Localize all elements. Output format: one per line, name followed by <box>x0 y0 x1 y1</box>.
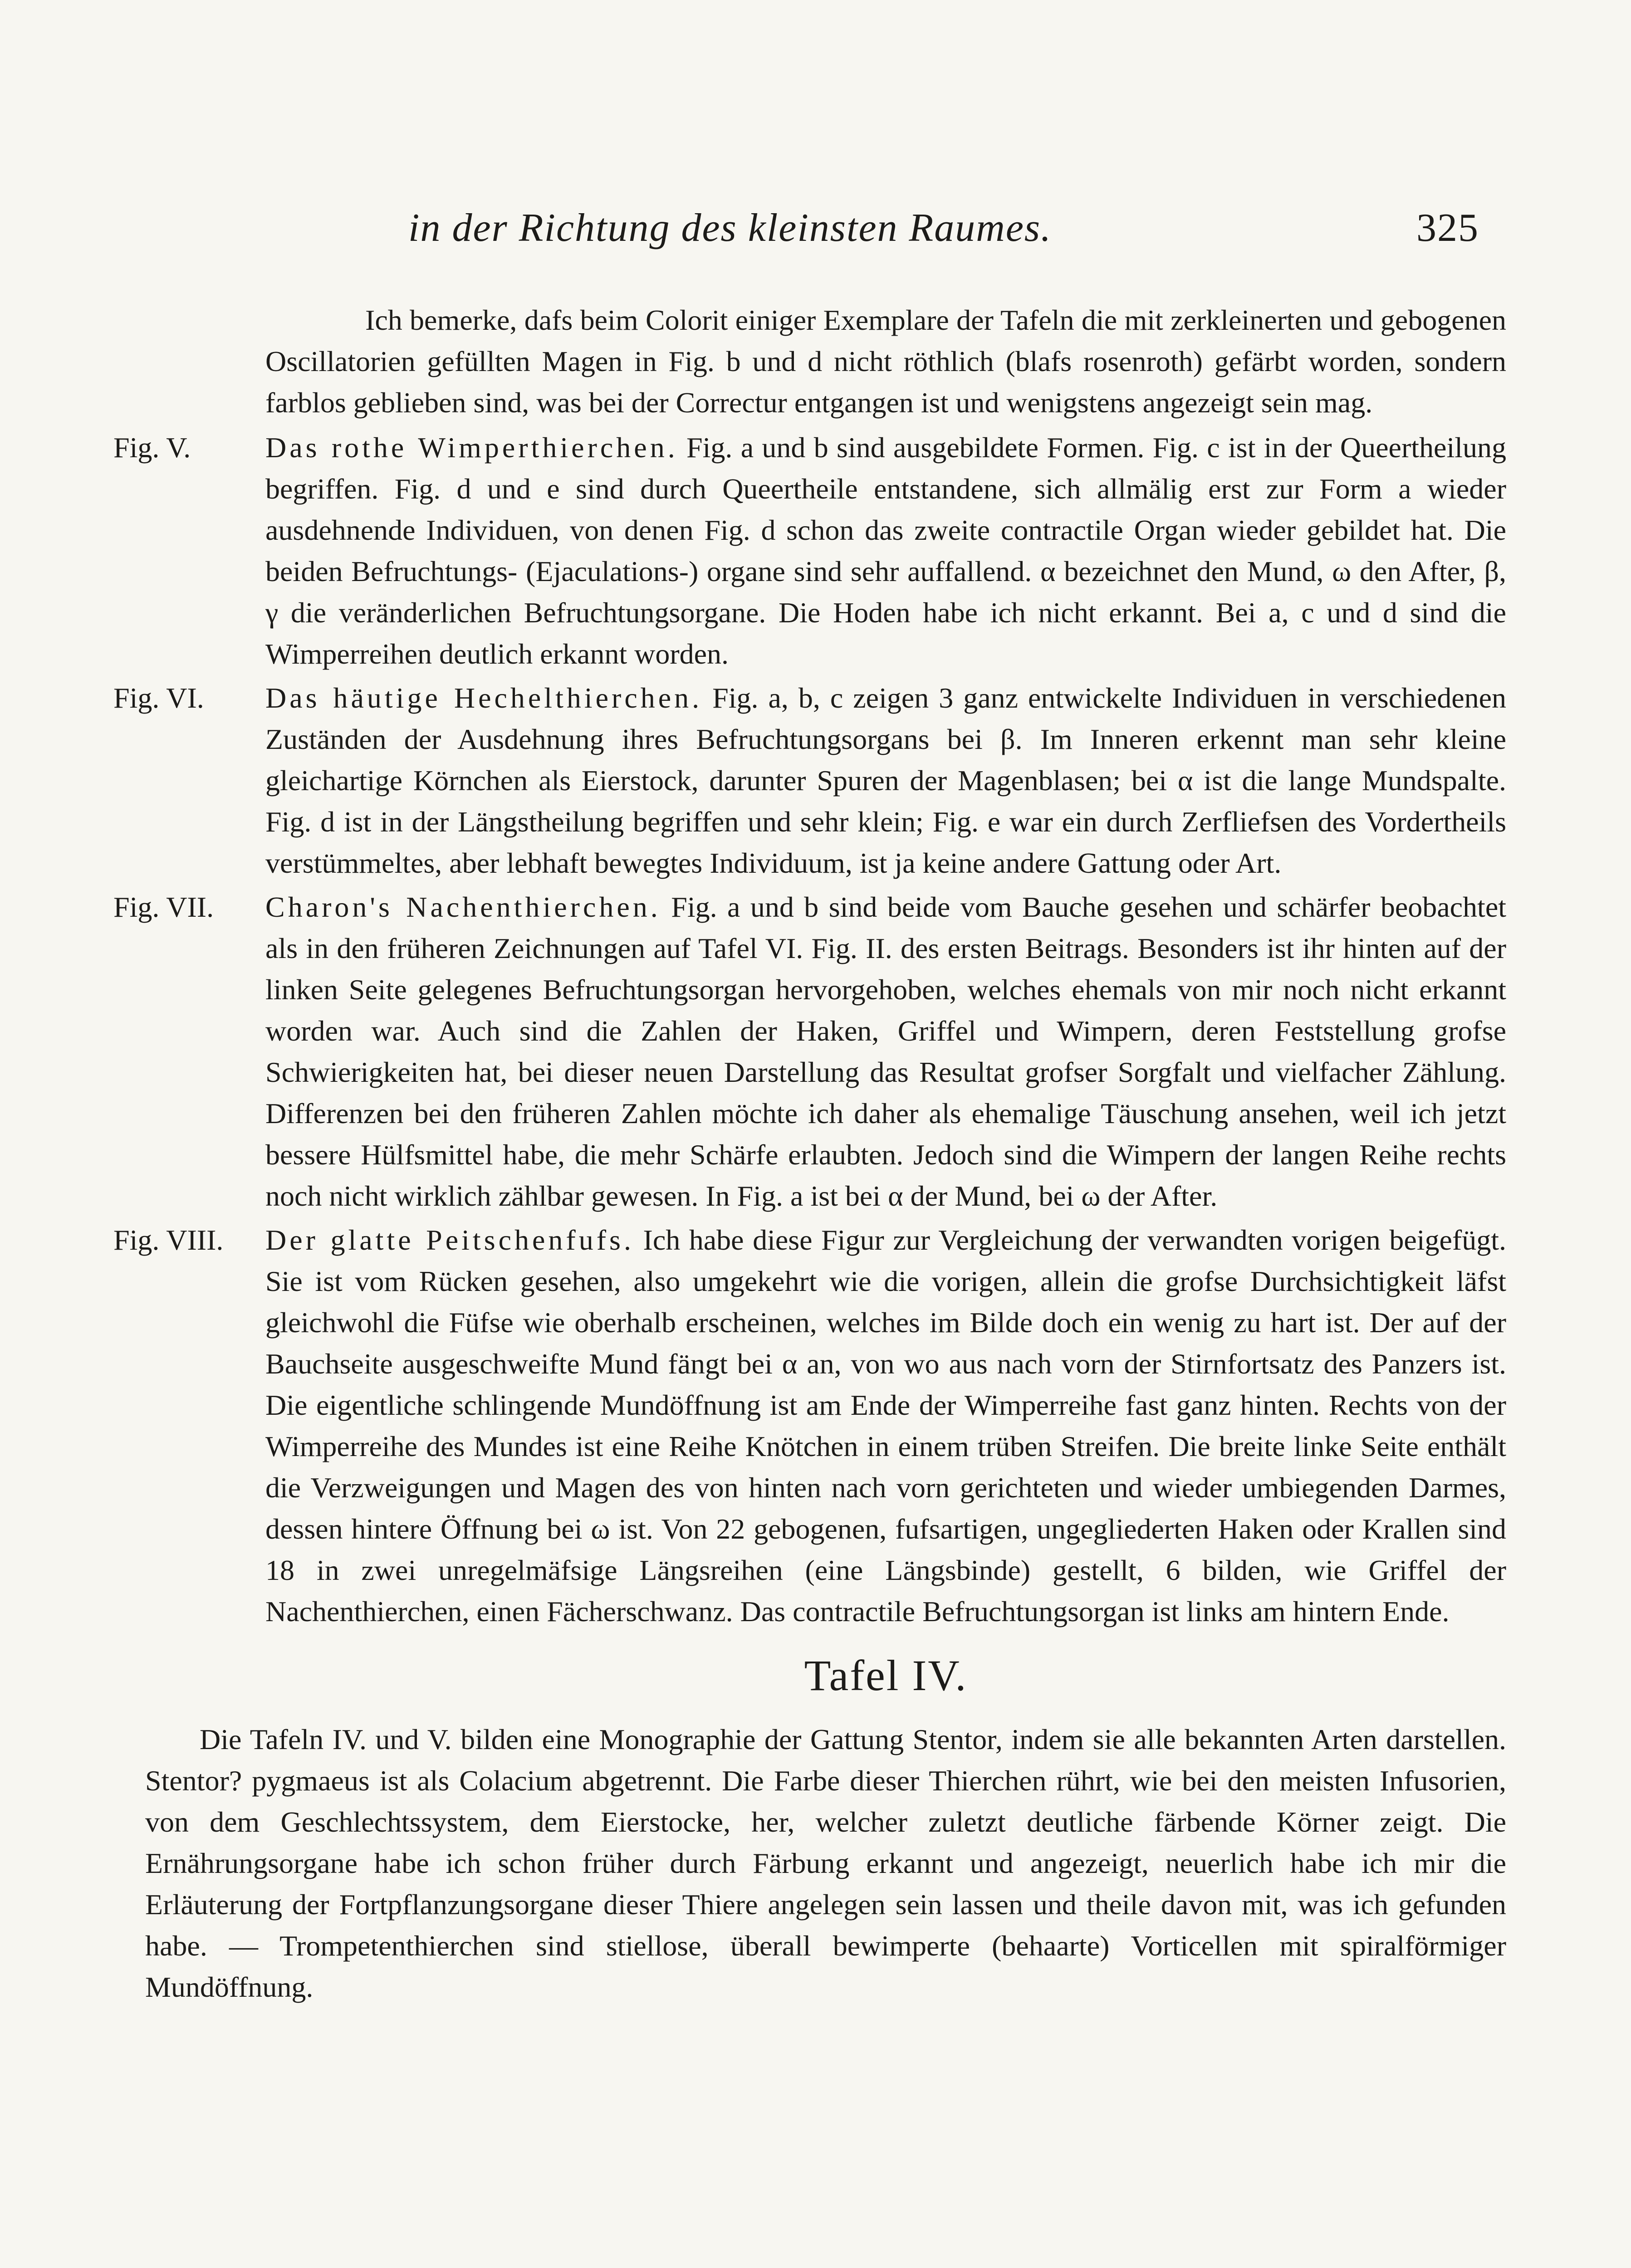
running-title: in der Richtung des kleinsten Raumes. <box>408 206 1052 250</box>
correction-note: Ich bemerke, dafs beim Colorit einiger Exemplare der Tafeln die mit zerkleinerten und gebogenen Oscillatorien gefüllten Magen in Fig. b und d nicht röthlich (blafs rosenroth) gefärbt worden, sondern farblos geblieben sind, was bei der Correctur entgangen ist und wenigstens angezeigt sein mag. <box>265 304 1506 419</box>
figure-label: Fig. VIII. <box>113 1224 224 1256</box>
species-name: Das rothe Wimperthierchen. <box>265 431 678 464</box>
plate-intro-paragraph: Die Tafeln IV. und V. bilden eine Monographie der Gattung Stentor, indem sie alle bekannten Arten darstellen. Stentor? pygmaeus ist als Colacium abgetrennt. Die Farbe dieser Thierchen rührt, wie bei den meisten Infusorien, von dem Geschlechtssystem, dem Eierstocke, her, welcher zuletzt deutliche färbende Körner zeigt. Die Ernährungsorgane habe ich schon früher durch Färbung erkannt und angezeigt, neuerlich habe ich mir die Erläuterung der Fortpflanzungsorgane dieser Thiere angelegen sein lassen und theile davon mit, was ich gefunden habe. — Trompetenthierchen sind stiellose, überall bewimperte (behaarte) Vorticellen mit spiralförmiger Mundöffnung. <box>145 1723 1506 2003</box>
figure-label: Fig. VI. <box>113 682 204 714</box>
plate-heading: Tafel IV. <box>804 1651 968 1700</box>
figure-description <box>265 677 1506 884</box>
figure-entry-6 <box>113 677 1506 884</box>
figure-label: Fig. VII. <box>113 891 214 923</box>
figure-text: Fig. a und b sind ausgebildete Formen. Fig. c ist in der Queertheilung begriffen. Fig. d und e sind durch Queertheile entstandene, sich allmälig erst zur Form a wieder ausdehnende Individuen, von denen Fig. d schon das zweite contractile Organ wieder gebildet hat. Die beiden Befruchtungs- (Ejaculations-) organe sind sehr auffallend. α bezeichnet den Mund, ω den After, β, γ die veränderlichen Befruchtungsorgane. Die Hoden habe ich nicht erkannt. Bei a, c und d sind die Wimperreihen deutlich erkannt worden. <box>265 431 1507 670</box>
page-number: 325 <box>1416 206 1479 250</box>
species-name: Das häutige Hechelthierchen. <box>265 682 703 714</box>
species-name: Der glatte Peitschenfufs. <box>265 1224 634 1256</box>
figure-description <box>265 1219 1506 1632</box>
figure-text: Fig. a und b sind beide vom Bauche gesehen und schärfer beobachtet als in den früheren Zeichnungen auf Tafel VI. Fig. II. des ersten Beitrags. Besonders ist ihr hinten auf der linken Seite gelegenes Befruchtungsorgan hervorgehoben, welches ehemals von mir noch nicht erkannt worden war. Auch sind die Zahlen der Haken, Griffel und Wimpern, deren Feststellung grofse Schwierigkeiten hat, bei dieser neuen Darstellung das Resultat grofser Sorgfalt und vielfacher Zählung. Differenzen bei den früheren Zahlen möchte ich daher als ehemalige Täuschung ansehen, weil ich jetzt bessere Hülfsmittel habe, die mehr Schärfe erlaubten. Jedoch sind die Wimpern der langen Reihe rechts noch nicht wirklich zählbar gewesen. In Fig. a ist bei α der Mund, bei ω der After. <box>265 891 1507 1212</box>
page-header <box>408 205 1479 264</box>
page-body <box>113 299 1506 2037</box>
figure-label: Fig. V. <box>113 431 191 464</box>
figure-description <box>265 886 1506 1217</box>
figure-text: Fig. a, b, c zeigen 3 ganz entwickelte Individuen in verschiedenen Zuständen der Ausdehnung ihres Befruchtungsorgans bei β. Im Inneren erkennt man sehr kleine gleichartige Körnchen als Eierstock, darunter Spuren der Magenblasen; bei α ist die lange Mundspalte. Fig. d ist in der Längstheilung begriffen und sehr klein; Fig. e war ein durch Zerfliefsen des Vordertheils verstümmeltes, aber lebhaft bewegtes Individuum, ist ja keine andere Gattung oder Art. <box>265 682 1507 879</box>
figure-text: Ich habe diese Figur zur Vergleichung der verwandten vorigen beigefügt. Sie ist vom Rücken gesehen, also umgekehrt wie die vorigen, allein die grofse Durchsichtigkeit läfst gleichwohl die Füfse wie oberhalb erscheinen, welches im Bilde doch ein wenig zu hart ist. Der auf der Bauchseite ausgeschweifte Mund fängt bei α an, von wo aus nach vorn der Stirnfortsatz des Panzers ist. Die eigentliche schlingende Mundöffnung ist am Ende der Wimperreihe fast ganz hinten. Rechts von der Wimperreihe des Mundes ist eine Reihe Knötchen in einem trüben Streifen. Die breite linke Seite enthält die Verzweigungen und Magen des von hinten nach vorn gerichteten und wieder umbiegenden Darmes, dessen hintere Öffnung bei ω ist. Von 22 gebogenen, fufsartigen, ungegliederten Haken oder Krallen sind 18 in zwei unregelmäfsige Längsreihen (eine Längsbinde) gestellt, 6 bilden, wie Griffel der Nachenthierchen, einen Fächerschwanz. Das contractile Befruchtungsorgan ist links am hintern Ende. <box>265 1224 1507 1628</box>
figure-entry-8 <box>113 1219 1506 1632</box>
species-name: Charon's Nachenthierchen. <box>265 891 661 923</box>
figure-description <box>265 427 1506 675</box>
figure-entry-7 <box>113 886 1506 1217</box>
figure-entry-5 <box>113 427 1506 675</box>
